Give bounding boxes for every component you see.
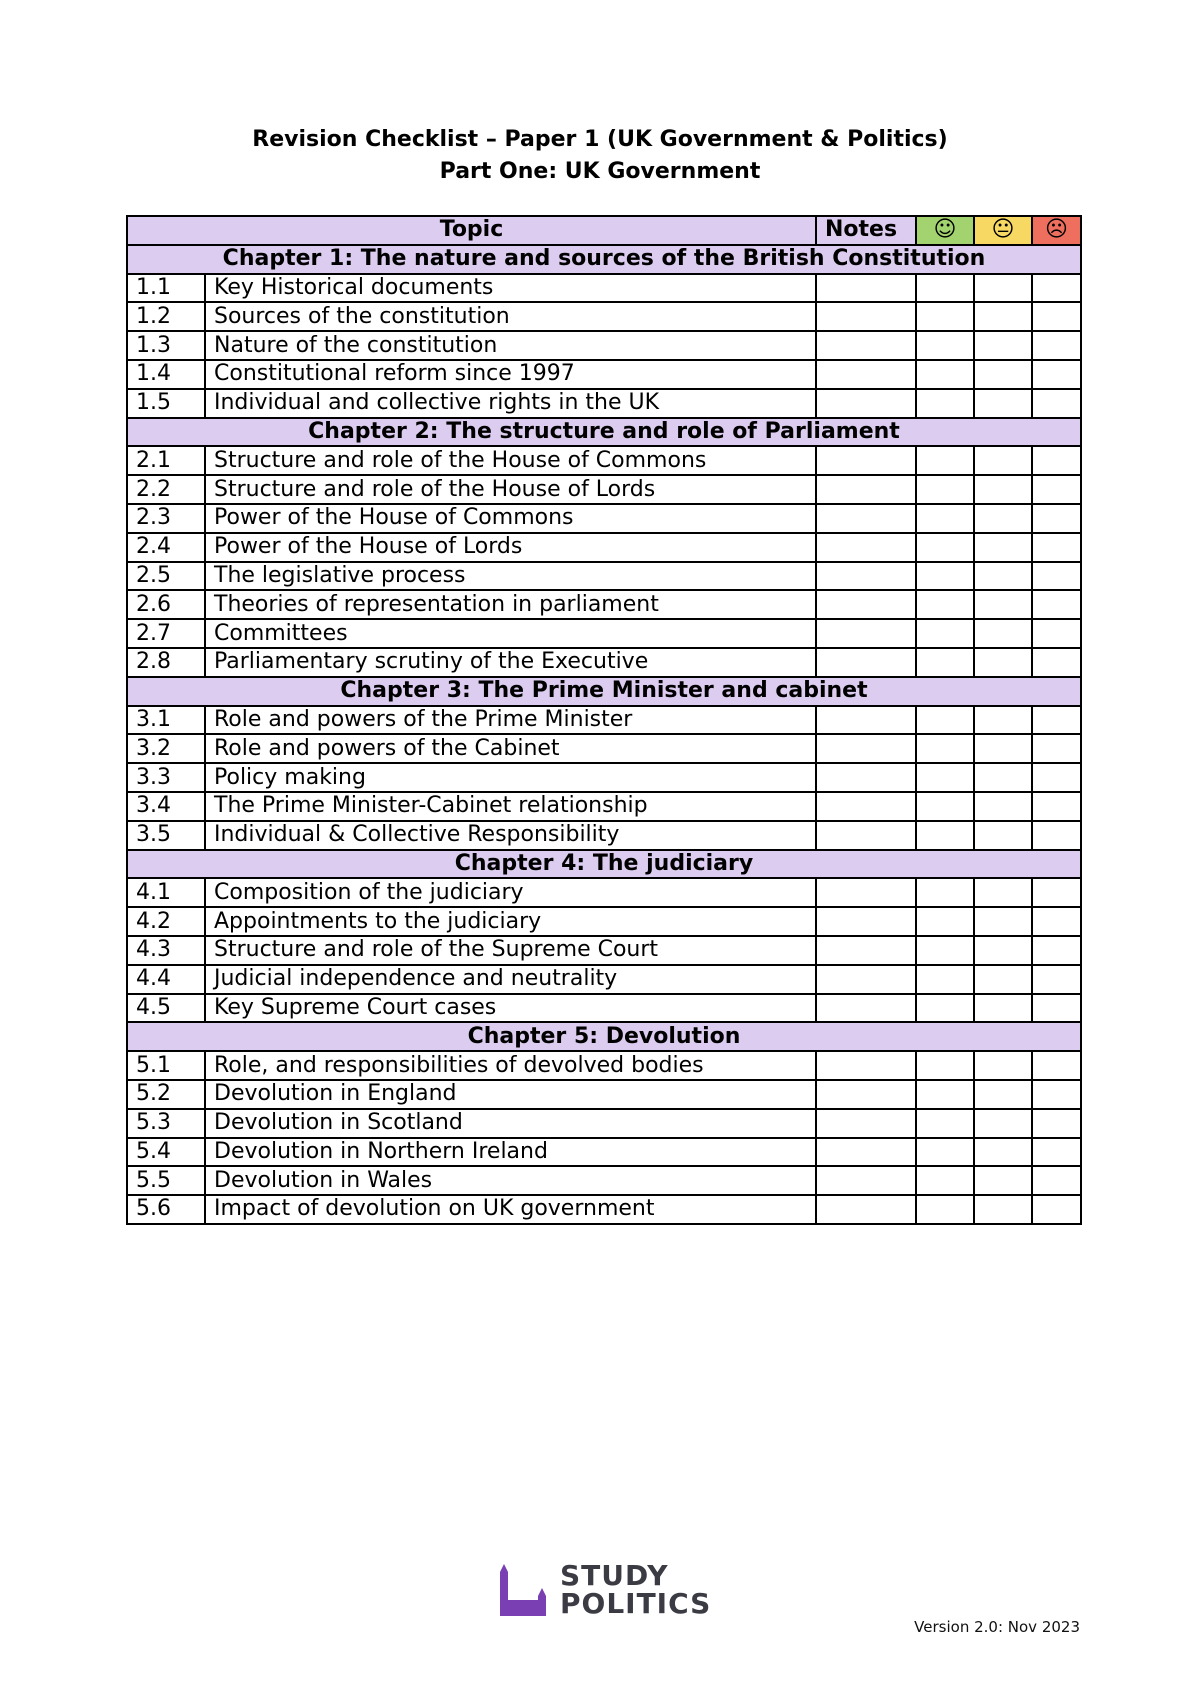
topic-number: 5.3 [127,1109,205,1138]
topic-number: 1.3 [127,331,205,360]
topic-name: Devolution in England [205,1080,816,1109]
sad-check-cell[interactable] [1032,1080,1081,1109]
table-row [127,1195,1081,1224]
chapter-row [127,850,1081,879]
topic-name: Structure and role of the House of Lords [205,475,816,504]
neutral-check-cell[interactable] [974,619,1032,648]
neutral-check-cell[interactable] [974,965,1032,994]
table-row [127,475,1081,504]
table-row [127,590,1081,619]
topic-name: Policy making [205,763,816,792]
notes-cell[interactable] [816,994,916,1023]
happy-check-cell[interactable] [916,1166,974,1195]
table-row [127,1109,1081,1138]
topic-number: 2.5 [127,562,205,591]
neutral-check-cell[interactable] [974,1109,1032,1138]
topic-name: Power of the House of Lords [205,533,816,562]
revision-checklist-table [126,215,1082,1225]
topic-number: 5.5 [127,1166,205,1195]
happy-check-cell[interactable] [916,1051,974,1080]
chapter-title: Chapter 1: The nature and sources of the British Constitution [127,245,1081,274]
table-row [127,878,1081,907]
document-header [0,124,1200,188]
neutral-check-cell[interactable] [974,590,1032,619]
notes-cell[interactable] [816,619,916,648]
happy-check-cell[interactable] [916,763,974,792]
topic-number: 5.1 [127,1051,205,1080]
notes-cell[interactable] [816,792,916,821]
neutral-check-cell[interactable] [974,331,1032,360]
table-row [127,648,1081,677]
sad-check-cell[interactable] [1032,1195,1081,1224]
sad-check-cell[interactable] [1032,878,1081,907]
sad-check-cell[interactable] [1032,475,1081,504]
neutral-check-cell[interactable] [974,389,1032,418]
happy-check-cell[interactable] [916,360,974,389]
table-row [127,619,1081,648]
happy-check-cell[interactable] [916,504,974,533]
happy-check-cell[interactable] [916,706,974,735]
study-politics-logo [496,1560,711,1620]
happy-check-cell[interactable] [916,878,974,907]
notes-cell[interactable] [816,936,916,965]
topic-number: 2.2 [127,475,205,504]
notes-cell[interactable] [816,1138,916,1167]
topic-name: The legislative process [205,562,816,591]
happy-check-cell[interactable] [916,648,974,677]
sad-check-cell[interactable] [1032,562,1081,591]
sad-check-cell[interactable] [1032,792,1081,821]
topic-name: Role and powers of the Cabinet [205,734,816,763]
topic-number: 3.1 [127,706,205,735]
neutral-check-cell[interactable] [974,562,1032,591]
topic-number: 2.7 [127,619,205,648]
happy-check-cell[interactable] [916,302,974,331]
sad-check-cell[interactable] [1032,619,1081,648]
chapter-title: Chapter 4: The judiciary [127,850,1081,879]
topic-number: 2.8 [127,648,205,677]
sad-check-cell[interactable] [1032,1166,1081,1195]
topic-name: Nature of the constitution [205,331,816,360]
topic-name: Composition of the judiciary [205,878,816,907]
sad-check-cell[interactable] [1032,821,1081,850]
table-row [127,1166,1081,1195]
topic-name: Judicial independence and neutrality [205,965,816,994]
topic-number: 3.3 [127,763,205,792]
topic-name: Key Historical documents [205,274,816,303]
table-row [127,965,1081,994]
logo-wordmark: STUDY POLITICS [560,1559,712,1620]
happy-check-cell[interactable] [916,994,974,1023]
table-row [127,562,1081,591]
topic-number: 2.4 [127,533,205,562]
chapter-row [127,1022,1081,1051]
table-row [127,504,1081,533]
neutral-check-cell[interactable] [974,1166,1032,1195]
topic-number: 1.2 [127,302,205,331]
sad-check-cell[interactable] [1032,446,1081,475]
notes-cell[interactable] [816,331,916,360]
happy-check-cell[interactable] [916,1109,974,1138]
topic-name: Impact of devolution on UK government [205,1195,816,1224]
neutral-face-icon: 😐 [974,216,1032,245]
notes-cell[interactable] [816,562,916,591]
topic-name: Devolution in Northern Ireland [205,1138,816,1167]
happy-check-cell[interactable] [916,936,974,965]
topic-number: 5.4 [127,1138,205,1167]
happy-check-cell[interactable] [916,590,974,619]
chapter-title: Chapter 5: Devolution [127,1022,1081,1051]
topic-name: Key Supreme Court cases [205,994,816,1023]
neutral-check-cell[interactable] [974,1195,1032,1224]
sad-check-cell[interactable] [1032,1109,1081,1138]
happy-check-cell[interactable] [916,821,974,850]
document-title: Revision Checklist – Paper 1 (UK Government & Politics) [252,127,948,152]
topic-name: Constitutional reform since 1997 [205,360,816,389]
neutral-check-cell[interactable] [974,994,1032,1023]
neutral-check-cell[interactable] [974,706,1032,735]
notes-cell[interactable] [816,648,916,677]
sad-face-icon: ☹ [1032,216,1081,245]
neutral-check-cell[interactable] [974,936,1032,965]
topic-name: Theories of representation in parliament [205,590,816,619]
sad-check-cell[interactable] [1032,504,1081,533]
topic-number: 2.3 [127,504,205,533]
topic-number: 1.4 [127,360,205,389]
sad-check-cell[interactable] [1032,994,1081,1023]
notes-cell[interactable] [816,965,916,994]
topic-name: Role and powers of the Prime Minister [205,706,816,735]
table-row [127,821,1081,850]
topic-number: 3.2 [127,734,205,763]
table-row [127,446,1081,475]
table-row [127,533,1081,562]
topic-name: Role, and responsibilities of devolved bodies [205,1051,816,1080]
table-row [127,734,1081,763]
topic-name: Parliamentary scrutiny of the Executive [205,648,816,677]
happy-check-cell[interactable] [916,389,974,418]
happy-check-cell[interactable] [916,734,974,763]
neutral-check-cell[interactable] [974,907,1032,936]
notes-cell[interactable] [816,274,916,303]
sad-check-cell[interactable] [1032,965,1081,994]
chapter-row [127,677,1081,706]
topic-number: 5.2 [127,1080,205,1109]
sad-check-cell[interactable] [1032,734,1081,763]
notes-cell[interactable] [816,389,916,418]
neutral-check-cell[interactable] [974,792,1032,821]
table-row [127,763,1081,792]
sad-check-cell[interactable] [1032,533,1081,562]
neutral-check-cell[interactable] [974,648,1032,677]
topic-name: Individual and collective rights in the UK [205,389,816,418]
notes-cell[interactable] [816,1195,916,1224]
happy-check-cell[interactable] [916,533,974,562]
notes-cell[interactable] [816,821,916,850]
notes-cell[interactable] [816,590,916,619]
topic-number: 4.4 [127,965,205,994]
topic-number: 4.5 [127,994,205,1023]
topic-number: 3.4 [127,792,205,821]
topic-name: Power of the House of Commons [205,504,816,533]
table-row [127,389,1081,418]
notes-cell[interactable] [816,533,916,562]
neutral-check-cell[interactable] [974,533,1032,562]
happy-face-icon: ☺ [916,216,974,245]
neutral-check-cell[interactable] [974,274,1032,303]
sad-check-cell[interactable] [1032,389,1081,418]
neutral-check-cell[interactable] [974,878,1032,907]
neutral-check-cell[interactable] [974,475,1032,504]
neutral-check-cell[interactable] [974,1051,1032,1080]
notes-cell[interactable] [816,1080,916,1109]
sad-check-cell[interactable] [1032,1138,1081,1167]
sad-check-cell[interactable] [1032,1051,1081,1080]
neutral-check-cell[interactable] [974,734,1032,763]
topic-name: Structure and role of the House of Commons [205,446,816,475]
topic-header: Topic [127,216,816,245]
sad-check-cell[interactable] [1032,302,1081,331]
happy-check-cell[interactable] [916,792,974,821]
chapter-title: Chapter 2: The structure and role of Parliament [127,418,1081,447]
topic-number: 4.1 [127,878,205,907]
happy-check-cell[interactable] [916,1080,974,1109]
happy-check-cell[interactable] [916,562,974,591]
topic-name: Sources of the constitution [205,302,816,331]
topic-number: 3.5 [127,821,205,850]
topic-name: The Prime Minister-Cabinet relationship [205,792,816,821]
sad-check-cell[interactable] [1032,648,1081,677]
happy-check-cell[interactable] [916,331,974,360]
table-row [127,360,1081,389]
topic-number: 1.1 [127,274,205,303]
neutral-check-cell[interactable] [974,504,1032,533]
neutral-check-cell[interactable] [974,821,1032,850]
happy-check-cell[interactable] [916,1138,974,1167]
topic-name: Individual & Collective Responsibility [205,821,816,850]
chapter-row [127,418,1081,447]
sad-check-cell[interactable] [1032,331,1081,360]
notes-cell[interactable] [816,360,916,389]
neutral-check-cell[interactable] [974,302,1032,331]
sad-check-cell[interactable] [1032,936,1081,965]
happy-check-cell[interactable] [916,475,974,504]
notes-cell[interactable] [816,878,916,907]
table-row [127,994,1081,1023]
notes-cell[interactable] [816,504,916,533]
sad-check-cell[interactable] [1032,706,1081,735]
table-row [127,1051,1081,1080]
notes-cell[interactable] [816,302,916,331]
table-row [127,331,1081,360]
neutral-check-cell[interactable] [974,763,1032,792]
topic-number: 5.6 [127,1195,205,1224]
neutral-check-cell[interactable] [974,446,1032,475]
chapter-title: Chapter 3: The Prime Minister and cabinet [127,677,1081,706]
notes-cell[interactable] [816,706,916,735]
table-row [127,706,1081,735]
topic-name: Devolution in Scotland [205,1109,816,1138]
notes-cell[interactable] [816,734,916,763]
topic-name: Structure and role of the Supreme Court [205,936,816,965]
happy-check-cell[interactable] [916,1195,974,1224]
neutral-check-cell[interactable] [974,1080,1032,1109]
topic-name: Devolution in Wales [205,1166,816,1195]
topic-number: 2.1 [127,446,205,475]
notes-cell[interactable] [816,1166,916,1195]
notes-cell[interactable] [816,763,916,792]
table-row [127,936,1081,965]
happy-check-cell[interactable] [916,446,974,475]
sad-check-cell[interactable] [1032,590,1081,619]
topic-name: Committees [205,619,816,648]
notes-cell[interactable] [816,475,916,504]
topic-number: 2.6 [127,590,205,619]
table-row [127,1080,1081,1109]
neutral-check-cell[interactable] [974,360,1032,389]
version-label: Version 2.0: Nov 2023 [914,1618,1080,1636]
happy-check-cell[interactable] [916,907,974,936]
table-row [127,907,1081,936]
happy-check-cell[interactable] [916,619,974,648]
table-row [127,1138,1081,1167]
happy-check-cell[interactable] [916,274,974,303]
document-subtitle: Part One: UK Government [439,159,761,184]
table-row [127,302,1081,331]
sad-check-cell[interactable] [1032,907,1081,936]
happy-check-cell[interactable] [916,965,974,994]
notes-cell[interactable] [816,1109,916,1138]
topic-number: 1.5 [127,389,205,418]
table-row [127,792,1081,821]
topic-name: Appointments to the judiciary [205,907,816,936]
topic-number: 4.2 [127,907,205,936]
notes-cell[interactable] [816,446,916,475]
chapter-row [127,245,1081,274]
sad-check-cell[interactable] [1032,274,1081,303]
notes-cell[interactable] [816,907,916,936]
topic-number: 4.3 [127,936,205,965]
notes-cell[interactable] [816,1051,916,1080]
parliament-tower-icon [496,1560,554,1620]
sad-check-cell[interactable] [1032,360,1081,389]
notes-header: Notes [816,216,916,245]
table-header-row [127,216,1081,245]
sad-check-cell[interactable] [1032,763,1081,792]
table-row [127,274,1081,303]
neutral-check-cell[interactable] [974,1138,1032,1167]
